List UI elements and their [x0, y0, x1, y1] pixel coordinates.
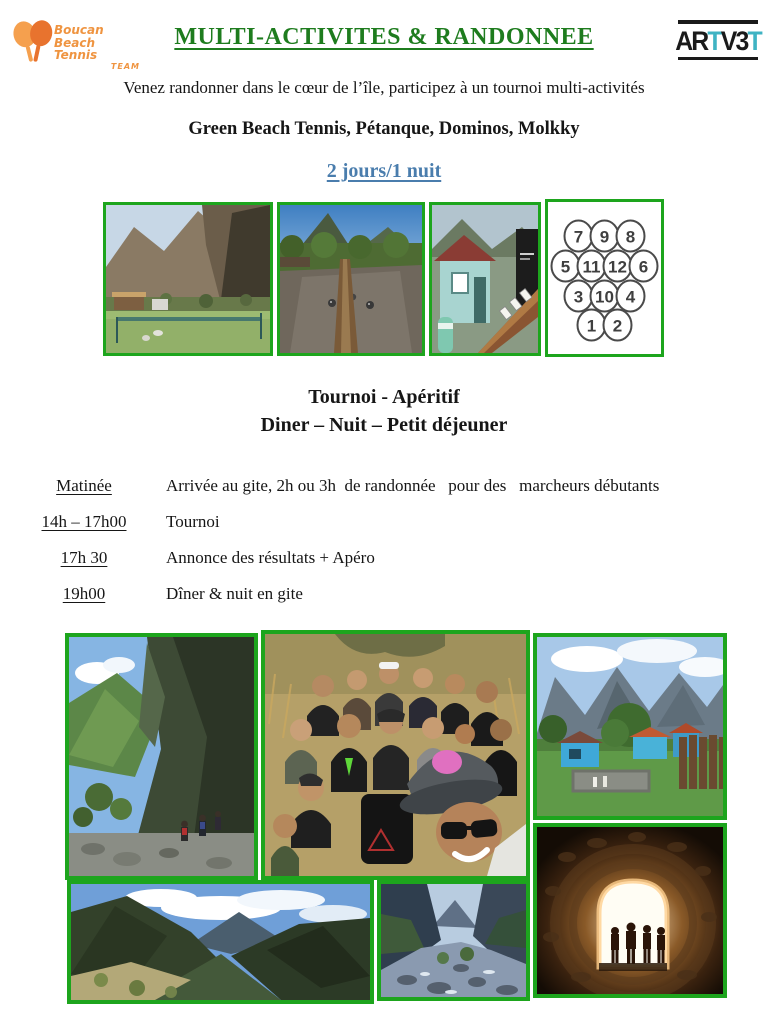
- group-selfie-photo: [261, 630, 530, 880]
- molkky-pin-10: 10: [595, 287, 614, 307]
- logo-line1: Boucan: [54, 23, 104, 37]
- artvbt-letter: T: [707, 26, 721, 56]
- schedule-desc: Dîner & nuit en gite: [166, 584, 303, 603]
- cirque-field-net-photo: [103, 202, 273, 356]
- molkky-pin-7: 7: [573, 227, 584, 247]
- molkky-pin-11: 11: [582, 257, 601, 277]
- page-title: MULTI-ACTIVITES & RANDONNEE: [174, 24, 594, 50]
- molkky-pin-6: 6: [638, 257, 649, 277]
- molkky-pin-4: 4: [625, 287, 636, 307]
- artvbt-letter: V: [720, 26, 736, 56]
- molkky-pin-9: 9: [599, 227, 610, 247]
- cliff-hikers-photo: [65, 633, 258, 880]
- artvbt-bottom-bar: [678, 57, 758, 60]
- molkky-pin-3: 3: [573, 287, 584, 307]
- creole-village-photo: [533, 633, 727, 820]
- intro-text: Venez randonner dans le cœur de l’île, participez à un tournoi multi-activités: [123, 78, 645, 97]
- molkky-pin-8: 8: [625, 227, 636, 247]
- molkky-pin-2: 2: [612, 316, 623, 336]
- artvbt-logo: [675, 20, 761, 60]
- molkky-pin-1: 1: [586, 316, 597, 336]
- logo-line2: Beach Tennis: [54, 35, 98, 63]
- schedule-row: [10, 584, 760, 620]
- duration-text: 2 jours/1 nuit: [326, 160, 442, 182]
- schedule-desc: Arrivée au gite, 2h ou 3h de randonnée pour des marcheurs débutants: [166, 476, 660, 495]
- schedule-time: 17h 30: [60, 548, 108, 567]
- valley-panorama-photo: [67, 880, 374, 1004]
- schedule-desc: Annonce des résultats + Apéro: [166, 548, 375, 567]
- artvbt-letter: T: [747, 26, 761, 56]
- molkky-pin-5: 5: [560, 257, 571, 277]
- creole-house-dominos-photo: [429, 202, 541, 356]
- tunnel-silhouettes-photo: [533, 823, 727, 998]
- program-text: [0, 383, 768, 439]
- schedule-row: [10, 512, 760, 548]
- artvbt-letter: 3: [735, 26, 748, 56]
- artvbt-letter: AR: [675, 26, 708, 56]
- activities-list: Green Beach Tennis, Pétanque, Dominos, Molkky: [188, 119, 580, 139]
- schedule: [10, 476, 760, 620]
- schedule-row: [10, 476, 760, 512]
- schedule-row: [10, 548, 760, 584]
- program-line1: Tournoi - Apéritif: [308, 386, 460, 408]
- molkky-pin-12: 12: [608, 257, 627, 277]
- schedule-desc: Tournoi: [166, 512, 220, 531]
- schedule-time: Matinée: [56, 476, 112, 495]
- river-canyon-photo: [377, 880, 530, 1001]
- petanque-court-photo: [277, 202, 425, 356]
- molkky-pins-diagram: [545, 199, 664, 357]
- program-line2: Diner – Nuit – Petit déjeuner: [260, 414, 508, 436]
- logo-team: TEAM: [110, 61, 140, 71]
- schedule-time: 14h – 17h00: [41, 512, 127, 531]
- artvbt-letters: [675, 26, 761, 56]
- artvbt-top-bar: [678, 20, 758, 24]
- schedule-time: 19h00: [62, 584, 106, 603]
